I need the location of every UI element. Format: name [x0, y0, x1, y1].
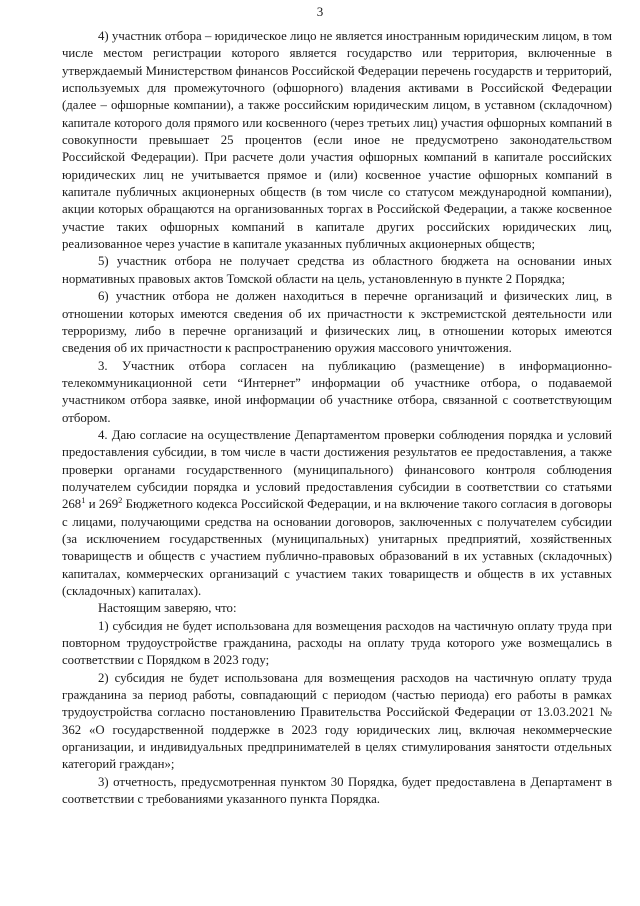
paragraph-publication-consent: 3. Участник отбора согласен на публикацию (размещение) в информационно-телекоммуникационной сети “Интернет” информации об участнике отбора, о подаваемой участником отбора заявке, иной информации об участнике отбора, связанной с соответствующим отбором.	[62, 358, 612, 425]
paragraph-extremism-list-condition: 6) участник отбора не должен находиться в перечне организаций и физических лиц, в отношении которых имеются сведения об их причастности к экстремистской деятельности или терроризму, либо в перечне организаций и физических лиц, в отношении которых имеются сведения об их причастности к распространению оружия массового уничтожения.	[62, 289, 612, 356]
article-268-superscript: 1	[81, 495, 86, 506]
paragraph-regional-budget-condition: 5) участник отбора не получает средства из областного бюджета на основании иных нормативных правовых актов Томской области на цель, установленную в пункте 2 Порядка;	[62, 254, 612, 286]
audit-consent-text-3: Бюджетного кодекса Российской Федерации, и на включение такого согласия в договоры с лицами, получающими средства на основании договоров, заключенных с получателем субсидии (за исключением государственных (муниципальных) унитарных предприятий, хозяйственных товариществ и обществ с участием публично-правовых образований в их уставных (складочных) капиталах, коммерческих организаций с участием таких товариществ и обществ в их уставных (складочных) капиталах).	[62, 497, 612, 598]
paragraph-assurance-3: 3) отчетность, предусмотренная пунктом 30 Порядка, будет предоставлена в Департамент в соответствии с требованиями указанного пункта Порядка.	[62, 774, 612, 807]
paragraph-offshore-condition: 4) участник отбора – юридическое лицо не является иностранным юридическим лицом, в том числе местом регистрации которого является государство или территория, включенные в утверждаемый Министерством финансов Российской Федерации перечень государств и территорий, используемых для промежуточного (офшорного) владения активами в Российской Федерации (далее – офшорные компании), а также российским юридическим лицом, в уставном (складочном) капитале которого доля прямого или косвенного (через третьих лиц) участия офшорных компаний в совокупности превышает 25 процентов (если иное не предусмотрено законодательством Российской Федерации). При расчете доли участия офшорных компаний в капитале российских юридических лиц не учитывается прямое и (или) косвенное участие офшорных компаний в капитале публичных акционерных обществ (в том числе со статусом международной компании), акции которых обращаются на организованных торгах в Российской Федерации, а также косвенное участие таких офшорных компаний в капитале других российских юридических лиц, реализованное через участие в капитале указанных публичных акционерных обществ;	[62, 29, 612, 252]
audit-consent-text-2: и 269	[85, 497, 119, 512]
paragraph-assurance-2: 2) субсидия не будет использована для возмещения расходов на частичную оплату труда гражданина за период работы, совпадающий с периодом (частью периода) его работы в рамках трудоустройства согласно постановлению Правительства Российской Федерации от 13.03.2021 № 362 «О государственной поддержке в 2023 году юридических лиц, включая некоммерческие организации, и индивидуальных предпринимателей в целях стимулирования занятости отдельных категорий граждан»;	[62, 670, 612, 772]
paragraph-assurance-1: 1) субсидия не будет использована для возмещения расходов на частичную оплату труда при повторном трудоустройстве гражданина, расходы на оплату труда которого уже возмещались в соответствии с Порядком в 2023 году;	[62, 618, 612, 668]
paragraph-assurance-intro: Настоящим заверяю, что:	[98, 601, 237, 616]
paragraph-audit-consent	[62, 427, 612, 600]
audit-consent-text-1: 4. Даю согласие на осуществление Департаментом проверки соблюдения порядка и условий предоставления субсидии, в том числе в части достижения результатов ее предоставления, а также проверки органами государственного (муниципального) финансового контроля соблюдения получателем субсидии порядка и условий предоставления субсидии в соответствии со статьями 268	[62, 427, 612, 512]
page-number: 3	[316, 4, 324, 19]
article-269-superscript: 2	[118, 495, 123, 506]
document-body	[62, 28, 612, 808]
